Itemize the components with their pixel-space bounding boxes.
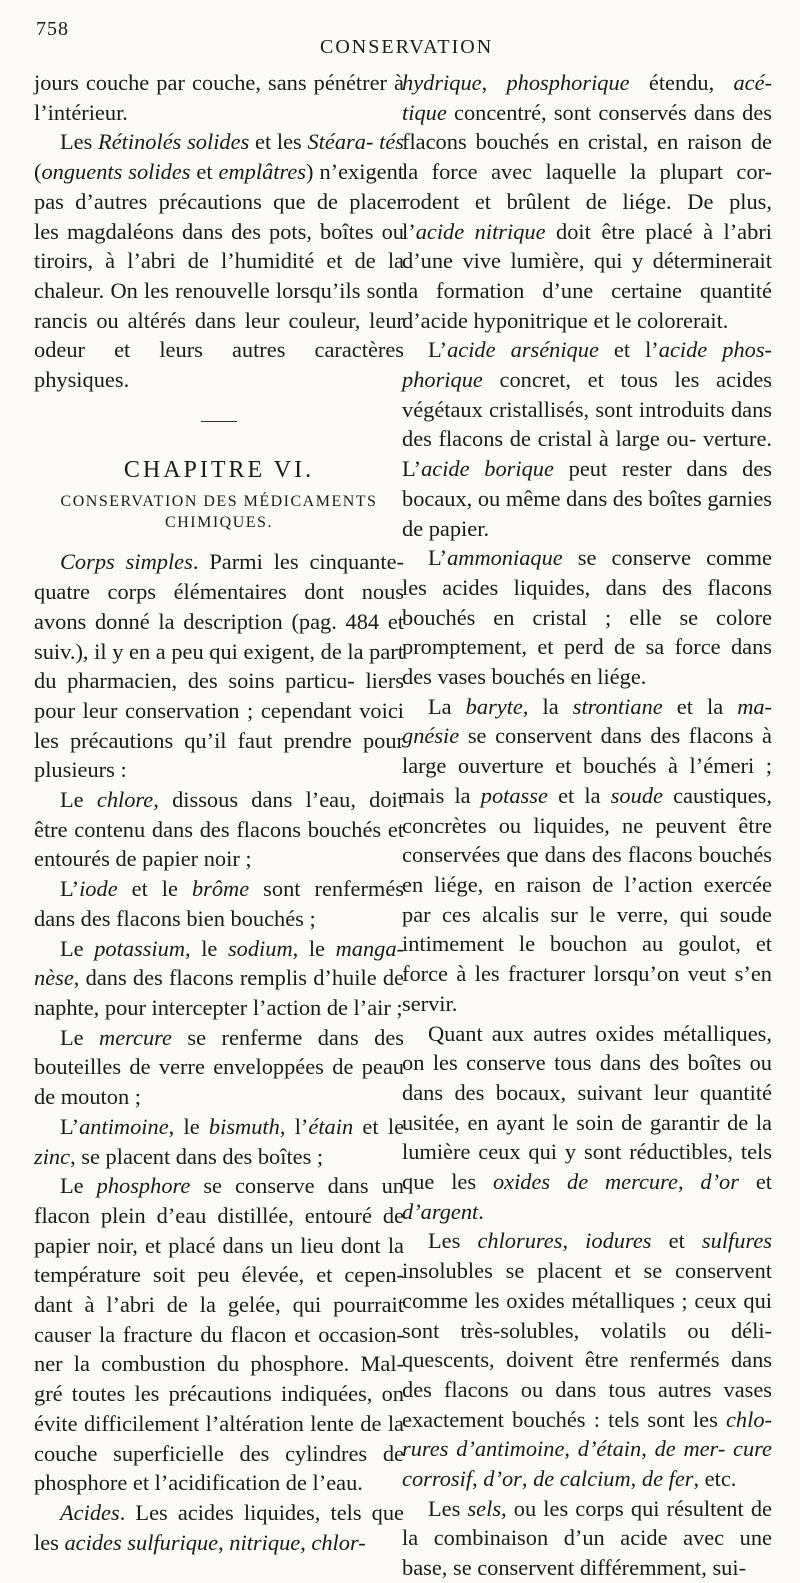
paragraph: Les chlorures, iodures et sulfures insolubles se placent et se conservent comme les oxides métalliques ; ceux qui sont très-solubles, volatils ou déli- quescents, doivent être renfermés dans des flacons ou dans tous autres vases exactement bouchés : tels sont les chlo- rures d’antimoine, d’étain, de mer- cure corrosif, d’or, de calcium, de fer, etc.: [402, 1228, 772, 1492]
paragraph: L’antimoine, le bismuth, l’étain et le zinc, se placent dans des boîtes ;: [34, 1113, 405, 1169]
paragraph: Le mercure se renferme dans des bouteilles de verre enveloppées de peau de mouton ;: [34, 1024, 405, 1110]
paragraph: La baryte, la strontiane et la ma- gnésie se conservent dans des flacons à large ouverture et bouchés à l’émeri ; mais la potasse et la soude caustiques, concrètes ou liquides, ne peuvent être conservées que dans des flacons bouchés en liége, en raison de l’action exercée par ces alcalis sur le verre, qui soude intimement le bouchon au goulot, et force à les fracturer lorsqu’on veut s’en servir.: [402, 693, 773, 1016]
paragraph: L’acide arsénique et l’acide phos- phorique concret, et tous les acides végétaux cristallisés, sont introduits dans des flacons de cristal à large ou- verture. L’acide borique peut rester dans des bocaux, ou même dans des boîtes garnies de papier.: [402, 337, 773, 541]
paragraph: Acides. Les acides liquides, tels que les acides sulfurique, nitrique, chlor-: [34, 1499, 404, 1555]
paragraph: Corps simples. Parmi les cinquante-quatre corps élémentaires dont nous avons donné la description (pag. 484 et suiv.), il y en a peu qui exigent, de la part du pharmacien, des soins particu- liers pour leur conservation ; cependant voici les précautions qu’il faut prendre pour plusieurs :: [34, 549, 404, 783]
paragraph: hydrique, phosphorique étendu, acé- tique concentré, sont conservés dans des flacons bouchés en cristal, en raison de la force avec laquelle la plupart cor- rodent et brûlent de liége. De plus, l’acide nitrique doit être placé à l’abri d’une vive lumière, qui y déterminerait la formation d’une certaine quantité d’acide hyponitrique et le colorerait.: [402, 70, 772, 333]
paragraph: L’iode et le brôme sont renfermés dans des flacons bien bouchés ;: [34, 876, 404, 931]
paragraph: Le potassium, le sodium, le manga- nèse, dans des flacons remplis d’huile de naphte, pour intercepter l’action de l’air ;: [34, 935, 404, 1020]
chapter-subtitle: CONSERVATION DES MÉDICAMENTS CHIMIQUES.: [60, 493, 378, 532]
page-number: 758: [36, 18, 69, 40]
paragraph: Le chlore, dissous dans l’eau, doit être contenu dans des flacons bouchés et entourés de papier noir ;: [34, 787, 404, 872]
chapter-title: CHAPITRE VI.: [123, 456, 315, 483]
running-head: CONSERVATION: [320, 36, 494, 58]
paragraph: jours couche par couche, sans pénétrer à l’intérieur.: [34, 70, 404, 125]
left-column: [34, 68, 404, 1557]
right-column: [402, 68, 772, 1583]
paragraph: Quant aux autres oxides métalliques, on les conserve tous dans des boîtes ou dans des bocaux, suivant leur quantité usitée, en ayant le soin de garantir de la lumière ceux qui y sont réductibles, tels que les oxides de mercure, d’or et d’argent.: [402, 1020, 772, 1224]
paragraph: Le phosphore se conserve dans un flacon plein d’eau distillée, entouré de papier noir, et placé dans un lieu dont la température soit peu élevée, et cepen- dant à l’abri de la gelée, qui pourrait causer la fracture du flacon et occasion- ner la combustion du phosphore. Mal- gré toutes les précautions indiquées, on évite difficilement l’altération lente de la couche superficielle des cylindres de phosphore et l’acidification de l’eau.: [34, 1173, 405, 1496]
section-divider: [201, 421, 237, 422]
paragraph: L’ammoniaque se conserve comme les acides liquides, dans des flacons bouchés en cristal ; elle se colore promptement, et perd de sa force dans des vases bouchés en liége.: [402, 545, 772, 690]
paragraph: Les sels, ou les corps qui résultent de la combinaison d’un acide avec une base, se conservent différemment, sui-: [402, 1495, 772, 1581]
paragraph: Les Rétinolés solides et les Stéara- tés (onguents solides et emplâtres) n’exigent pas d’autres précautions que de placer les magdaléons dans des pots, boîtes ou tiroirs, à l’abri de l’humidité et de la chaleur. On les renouvelle lorsqu’ils sont rancis ou altérés dans leur couleur, leur odeur et leurs autres caractères physiques.: [34, 129, 404, 393]
